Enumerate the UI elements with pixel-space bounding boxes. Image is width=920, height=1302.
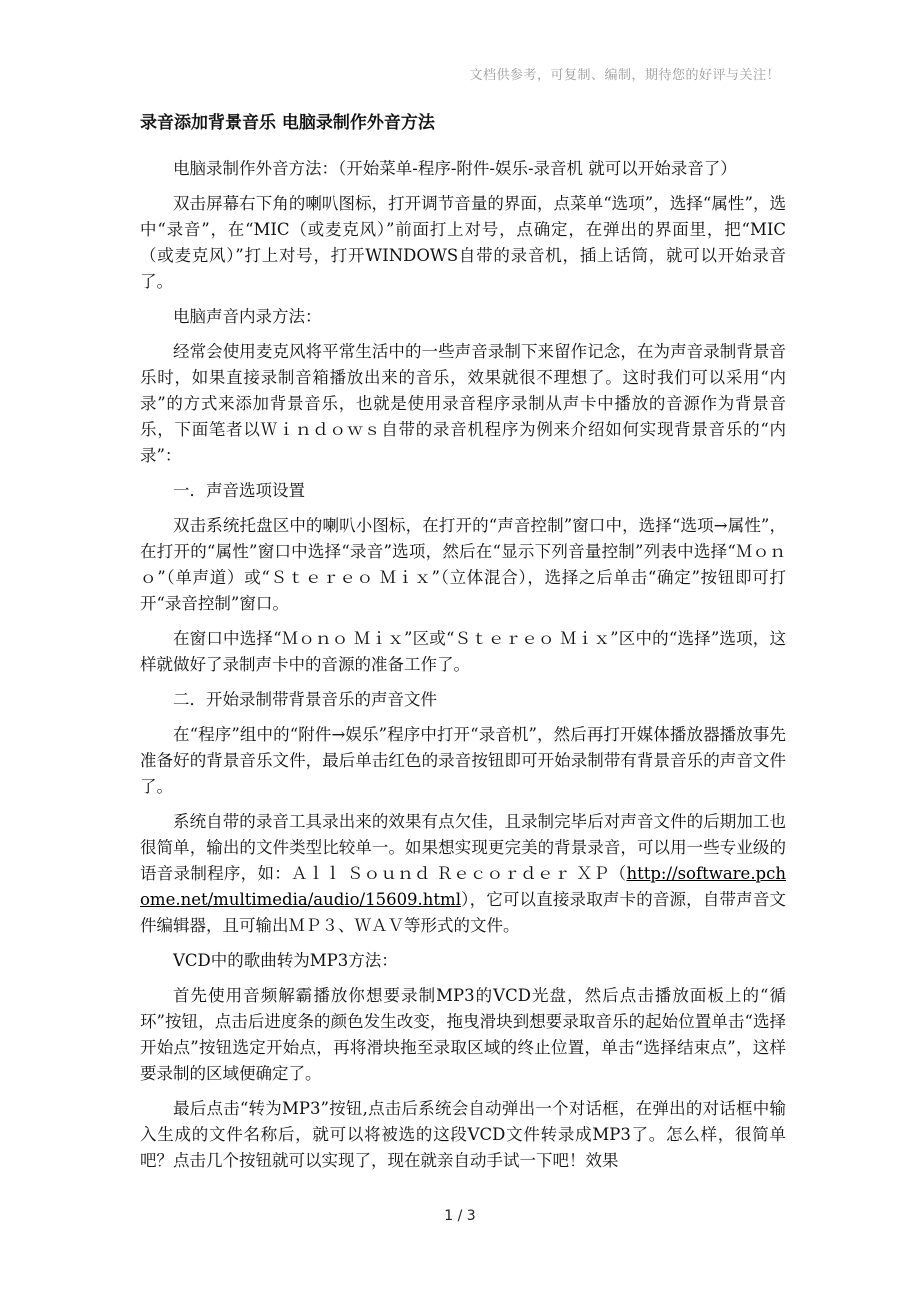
software-link[interactable]: http://software.pchome.net/multimedia/audio/15609.html (140, 864, 786, 909)
section-heading-2: 二．开始录制带背景音乐的声音文件 (173, 690, 437, 709)
paragraph-mic-steps: 双击屏幕右下角的喇叭图标，打开调节音量的界面，点菜单“选项”，选择“属性”，选中“录音”，在“MIC（或麦克风）”前面打上对号，点确定，在弹出的界面里，把“MIC（或麦克风）”打上对号，打开WINDOWS自带的录音机，插上话筒，就可以开始录音了。 (140, 194, 786, 291)
document-title: 录音添加背景音乐 电脑录制作外音方法 (140, 113, 435, 133)
recorder-text-after: ），它可以直接录取声卡的音源，自带声音文件编辑器，且可输出ＭＰ３、ＷＡＶ等形式的文件。 (140, 890, 786, 935)
header-note: 文档供参考，可复制、编制，期待您的好评与关注！ (469, 68, 780, 83)
recorder-text-before: 系统自带的录音工具录出来的效果有点欠佳，且录制完毕后对声音文件的后期加工也很简单，输出的文件类型比较单一。如果想实现更完美的背景录音，可以用一些专业级的语音录制程序，如：Ａｌｌ Ｓｏｕｎｄ Ｒｅｃｏｒｄｅｒ ＸＰ（ (140, 812, 786, 883)
paragraph-vcd-steps: 首先使用音频解霸播放你想要录制MP3的VCD光盘，然后点击播放面板上的“循环”按钮，点击后进度条的颜色发生改变，拖曳滑块到想要录取音乐的起始位置单击“选择开始点”按钮选定开始点，再将滑块拖至录取区域的终止位置，单击“选择结束点”，这样要录制的区域便确定了。 (140, 986, 786, 1083)
paragraph-vcd-finish: 最后点击“转为MP3”按钮,点击后系统会自动弹出一个对话框，在弹出的对话框中输入生成的文件名称后，就可以将被选的这段VCD文件转录成MP3了。怎么样，很简单吧？点击几个按钮就可以实现了，现在就亲自动手试一下吧！效果 (140, 1099, 786, 1170)
paragraph-internal-title: 电脑声音内录方法： (173, 307, 322, 326)
section-heading-1: 一．声音选项设置 (173, 481, 305, 500)
paragraph-sound-options: 双击系统托盘区中的喇叭小图标，在打开的“声音控制”窗口中，选择“选项→属性”，在打开的“属性”窗口中选择“录音”选项，然后在“显示下列音量控制”列表中选择“Ｍｏｎｏ”（单声道）或“Ｓｔｅｒｅｏ Ｍｉｘ”（立体混合），选择之后单击“确定”按钮即可打开“录音控制”窗口。 (140, 516, 786, 613)
document-body (140, 110, 786, 1183)
paragraph-start-recording: 在“程序”组中的“附件→娱乐”程序中打开“录音机”，然后再打开媒体播放器播放事先准备好的背景音乐文件，最后单击红色的录音按钮即可开始录制带有背景音乐的声音文件了。 (140, 725, 786, 796)
paragraph-recorder-tools (140, 809, 786, 939)
paragraph-vcd-title: VCD中的歌曲转为MP3方法： (173, 951, 398, 970)
paragraph-internal-desc: 经常会使用麦克风将平常生活中的一些声音录制下来留作记念，在为声音录制背景音乐时，如果直接录制音箱播放出来的音乐，效果就很不理想了。这时我们可以采用“内录”的方式来添加背景音乐，也就是使用录音程序录制从声卡中播放的音源作为背景音乐，下面笔者以Ｗｉｎｄｏｗｓ自带的录音机程序为例来介绍如何实现背景音乐的“内录”： (140, 342, 786, 465)
paragraph-select-mix: 在窗口中选择“Ｍｏｎｏ Ｍｉｘ”区或“Ｓｔｅｒｅｏ Ｍｉｘ”区中的“选择”选项，这样就做好了录制声卡中的音源的准备工作了。 (140, 629, 786, 674)
page-number: 1 / 3 (444, 1208, 476, 1224)
paragraph-intro: 电脑录制作外音方法：（开始菜单-程序-附件-娱乐-录音机 就可以开始录音了） (173, 159, 737, 178)
